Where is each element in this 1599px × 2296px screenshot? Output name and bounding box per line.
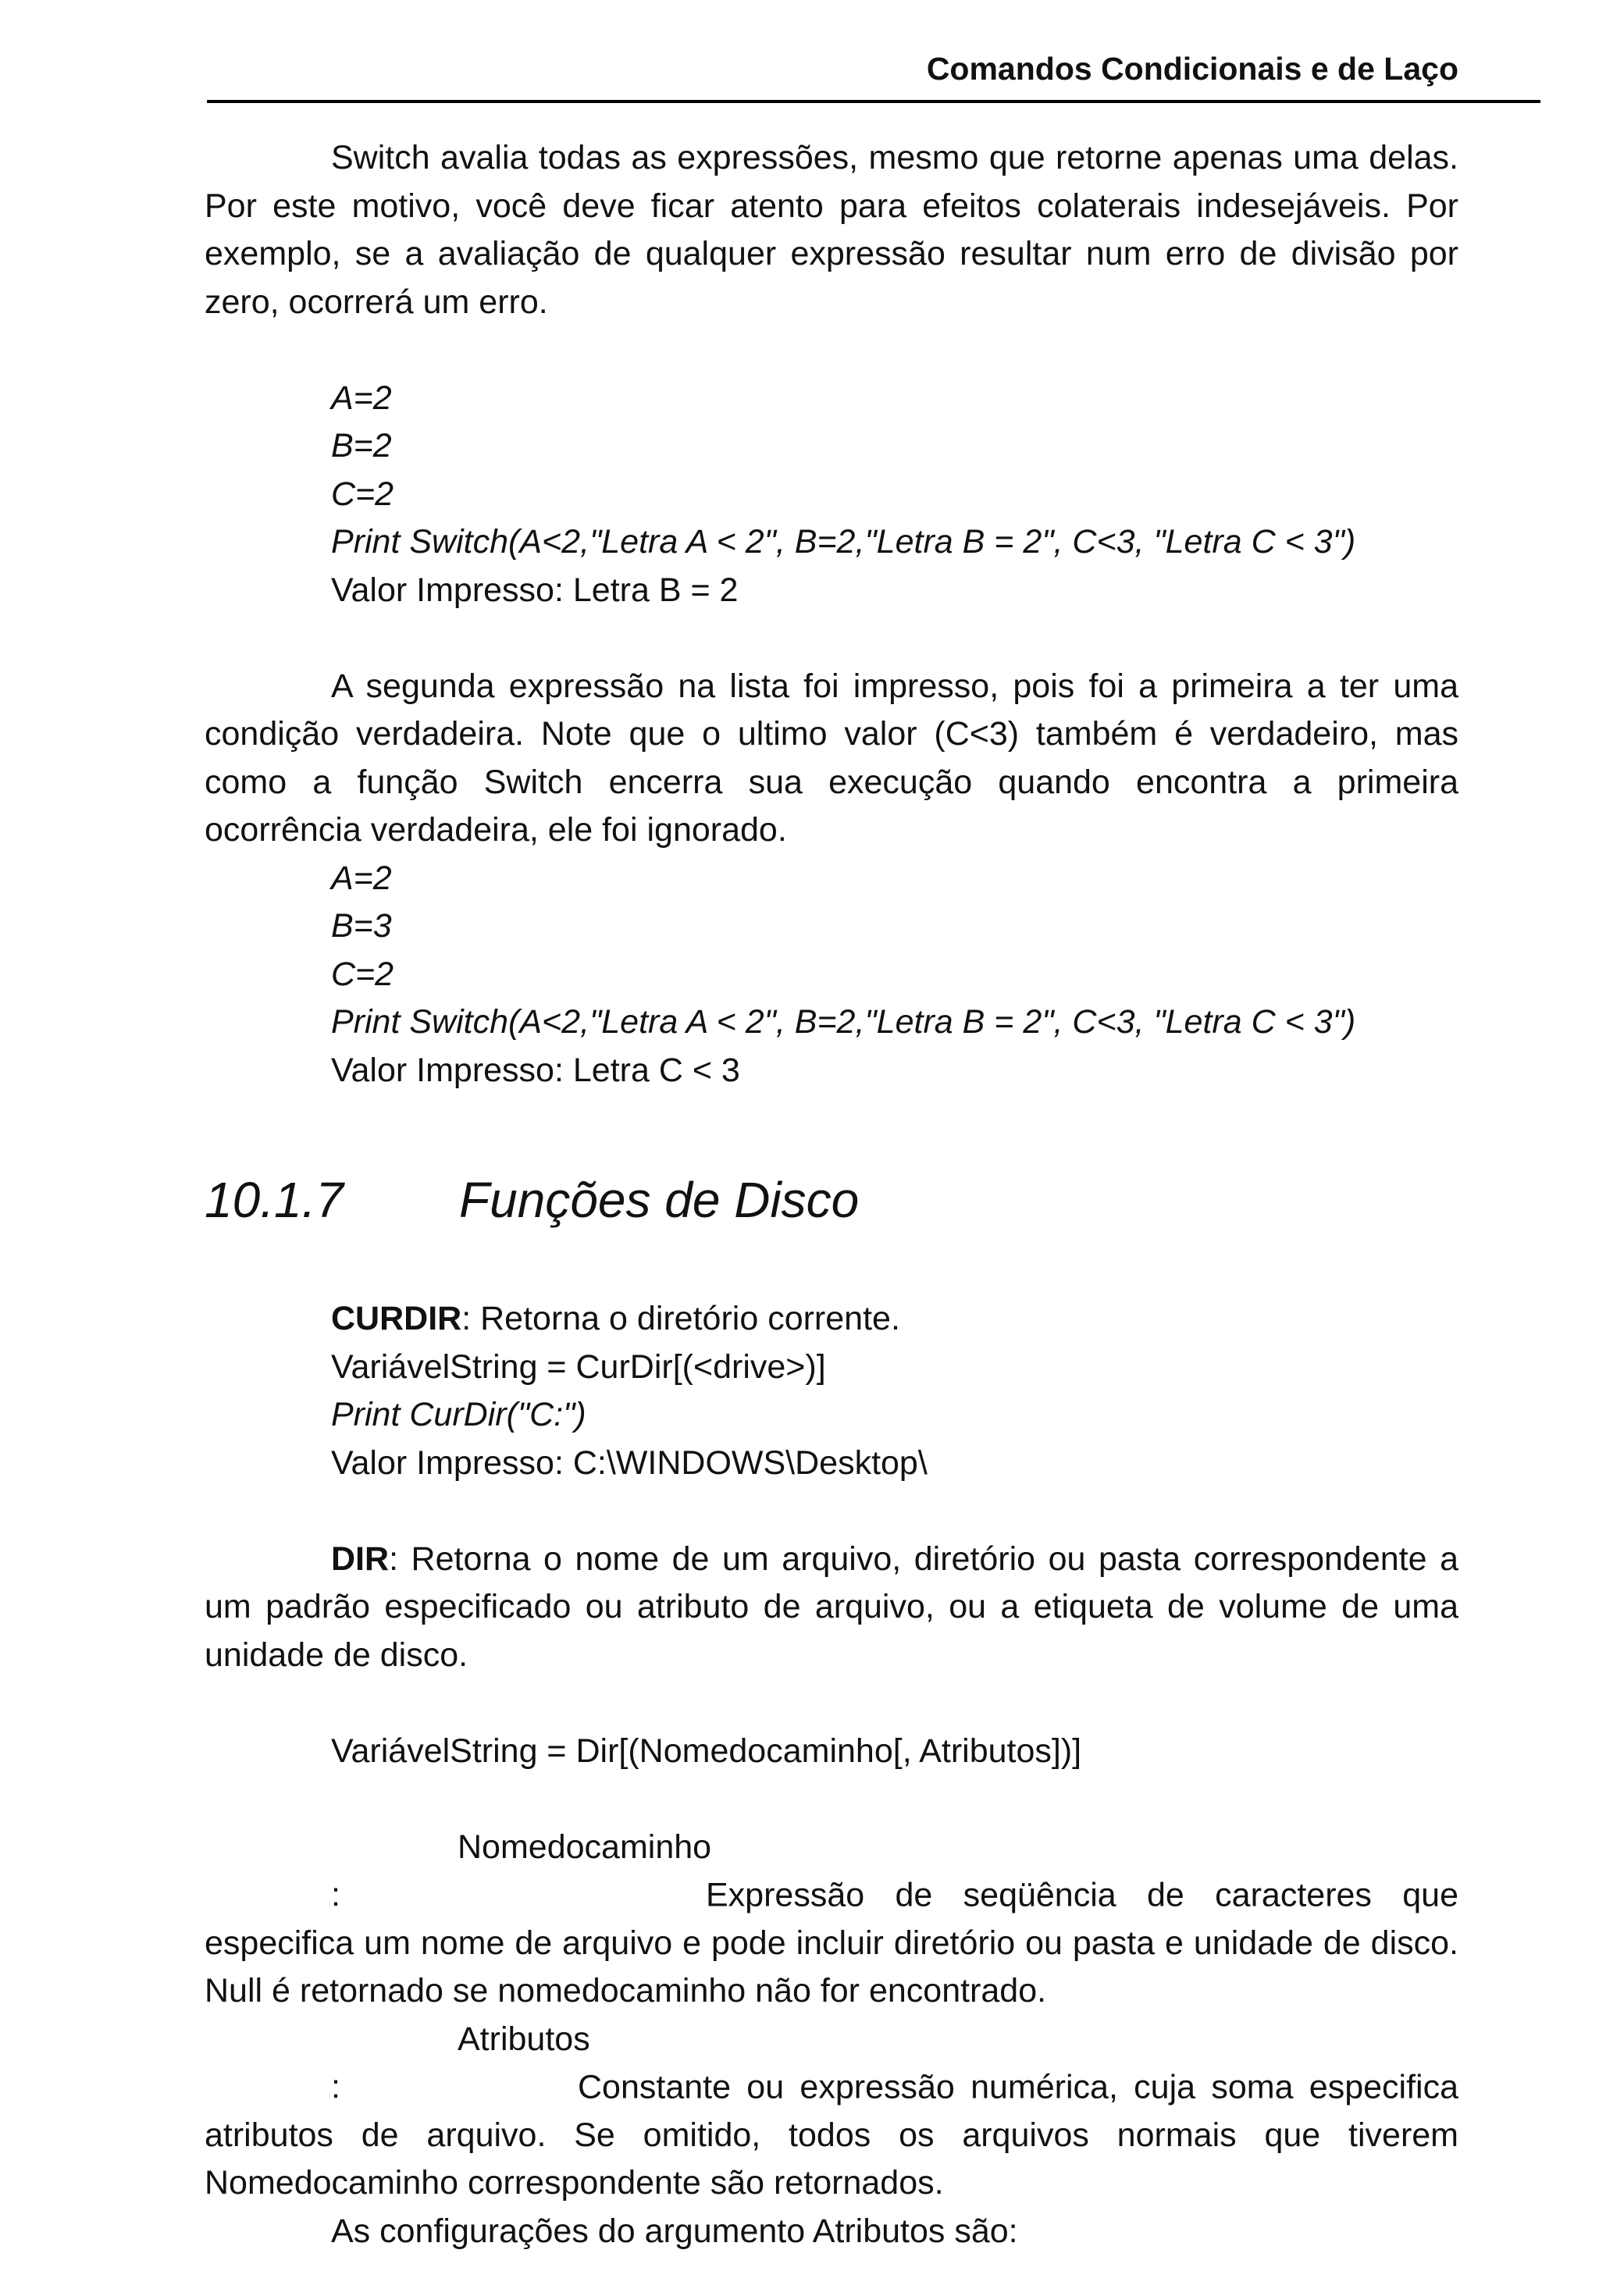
code-line: A=2	[331, 379, 392, 417]
dir-term: DIR	[331, 1540, 390, 1578]
param-nomedocaminho	[205, 1824, 1458, 2016]
curdir-example: Print CurDir("C:")	[331, 1396, 586, 1433]
param-description: Expressão de seqüência de caracteres que especifica um nome de arquivo e pode incluir diretório ou pasta e unidade de disco. Null é retornado se nomedocaminho não for encontrado.	[205, 1876, 1458, 2009]
curdir-entry	[205, 1295, 1458, 1487]
code-example-2	[205, 855, 1458, 1095]
param-description: Constante ou expressão numérica, cuja soma especifica atributos de arquivo. Se omitido, todos os arquivos normais que tiverem Nomedocaminho correspondente são retornados.	[205, 2068, 1458, 2202]
code-line: A=2	[331, 859, 392, 897]
code-result: Valor Impresso: Letra C < 3	[331, 1051, 740, 1089]
code-result: Valor Impresso: Letra B = 2	[331, 571, 739, 609]
paragraph-switch-intro: Switch avalia todas as expressões, mesmo que retorne apenas uma delas. Por este motivo, você deve ficar atento para efeitos colaterais indesejáveis. Por exemplo, se a avaliação de qualquer expressão resultar num erro de divisão por zero, ocorrerá um erro.	[205, 139, 1458, 321]
section-number: 10.1.7	[205, 1172, 344, 1228]
dir-definition	[205, 1536, 1458, 1680]
curdir-term: CURDIR	[331, 1300, 462, 1337]
code-line: C=2	[331, 475, 394, 513]
curdir-result: Valor Impresso: C:\WINDOWS\Desktop\	[331, 1443, 928, 1482]
code-line: B=2	[331, 427, 392, 465]
param-name: Nomedocaminho :	[331, 1828, 712, 1913]
running-head: Comandos Condicionais e de Laço	[926, 51, 1458, 87]
curdir-syntax: VariávelString = CurDir[(<drive>)]	[331, 1347, 826, 1386]
curdir-definition	[205, 1295, 1458, 1344]
page-content	[205, 134, 1458, 2255]
section-title: Funções de Disco	[459, 1172, 860, 1228]
paragraph-switch-explanation: A segunda expressão na lista foi impresso, pois foi a primeira a ter uma condição verdadeira. Note que o ultimo valor (C<3) também é verdadeiro, mas como a função Switch encerra sua execução quando encontra a primeira ocorrência verdadeira, ele foi ignorado.	[205, 667, 1458, 849]
param-name: Atributos :	[331, 2020, 590, 2106]
param-atributos	[205, 2016, 1458, 2208]
dir-description: : Retorna o nome de um arquivo, diretório ou pasta correspondente a um padrão especificado ou atributo de arquivo, ou a etiqueta de volume de uma unidade de disco.	[205, 1540, 1458, 1674]
dir-syntax: VariávelString = Dir[(Nomedocaminho[, Atributos])]	[331, 1732, 1082, 1770]
code-line: Print Switch(A<2,"Letra A < 2", B=2,"Letra B = 2", C<3, "Letra C < 3")	[331, 523, 1356, 561]
header-rule	[207, 100, 1540, 103]
section-heading	[205, 1169, 1458, 1231]
code-example-1	[205, 375, 1458, 615]
curdir-description: : Retorna o diretório corrente.	[461, 1300, 900, 1337]
code-line: B=3	[331, 907, 392, 945]
closing-line: As configurações do argumento Atributos são:	[331, 2212, 1018, 2250]
code-line: C=2	[331, 955, 394, 993]
code-line: Print Switch(A<2,"Letra A < 2", B=2,"Letra B = 2", C<3, "Letra C < 3")	[331, 1003, 1356, 1041]
